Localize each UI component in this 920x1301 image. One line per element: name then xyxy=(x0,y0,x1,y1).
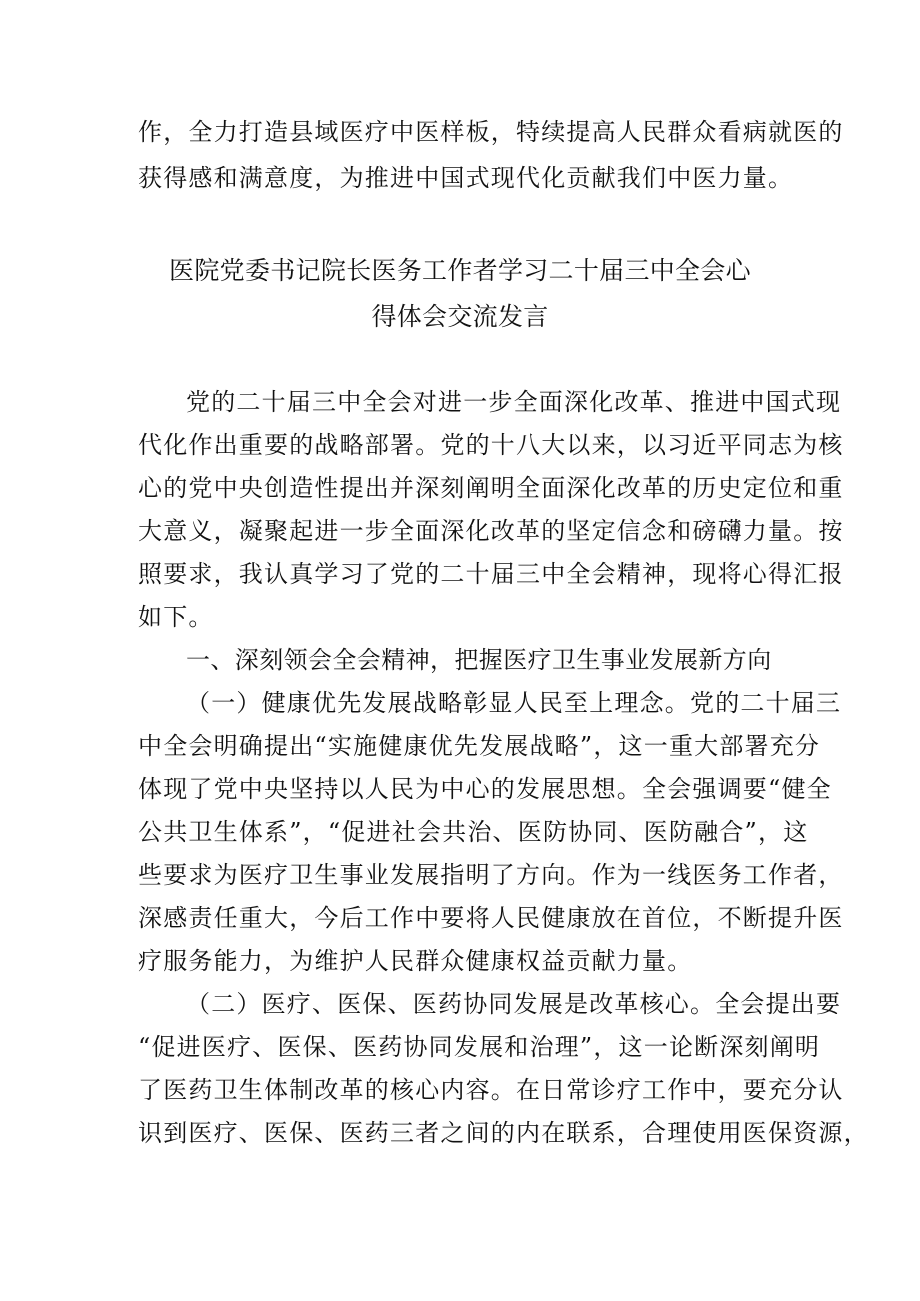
paragraph-line: 了医药卫生体制改革的核心内容。在日常诊疗工作中，要充分认 xyxy=(138,1076,844,1104)
paragraph-line: 党的二十届三中全会对进一步全面深化改革、推进中国式现 xyxy=(186,388,842,416)
article-title-line: 得体会交流发言 xyxy=(371,302,549,331)
paragraph-line: 体现了党中央坚持以人民为中心的发展思想。全会强调要“健全 xyxy=(138,775,832,803)
paragraph-line: 公共卫生体系”，“促进社会共治、医防协同、医防融合”，这 xyxy=(138,818,809,846)
intro-line: 获得感和满意度，为推进中国式现代化贡献我们中医力量。 xyxy=(138,164,794,192)
article-title-line: 医院党委书记院长医务工作者学习二十届三中全会心 xyxy=(169,256,751,285)
paragraph-line: （一）健康优先发展战略彰显人民至上理念。党的二十届三 xyxy=(186,689,842,717)
paragraph-line: 深感责任重大，今后工作中要将人民健康放在首位，不断提升医 xyxy=(138,904,844,932)
paragraph-line: “促进医疗、医保、医药协同发展和治理”，这一论断深刻阐明 xyxy=(138,1033,821,1061)
paragraph-line: 代化作出重要的战略部署。党的十八大以来，以习近平同志为核 xyxy=(138,431,844,459)
intro-line: 作，全力打造县域医疗中医样板，特续提高人民群众看病就医的 xyxy=(138,118,844,146)
section-heading: 一、深刻领会全会精神，把握医疗卫生事业发展新方向 xyxy=(186,646,772,674)
paragraph-line: （二）医疗、医保、医药协同发展是改革核心。全会提出要 xyxy=(186,990,842,1018)
paragraph-line: 些要求为医疗卫生事业发展指明了方向。作为一线医务工作者， xyxy=(138,861,844,889)
paragraph-line: 照要求，我认真学习了党的二十届三中全会精神，现将心得汇报 xyxy=(138,560,844,588)
paragraph-line: 如下。 xyxy=(138,603,214,631)
paragraph-line: 心的党中央创造性提出并深刻阐明全面深化改革的历史定位和重 xyxy=(138,474,844,502)
paragraph-line: 大意义，凝聚起进一步全面深化改革的坚定信念和磅礴力量。按 xyxy=(138,517,844,545)
paragraph-line: 疗服务能力，为维护人民群众健康权益贡献力量。 xyxy=(138,947,693,975)
paragraph-line: 识到医疗、医保、医药三者之间的内在联系，合理使用医保资源， xyxy=(138,1119,869,1147)
paragraph-line: 中全会明确提出“实施健康优先发展战略”，这一重大部署充分 xyxy=(138,732,821,760)
